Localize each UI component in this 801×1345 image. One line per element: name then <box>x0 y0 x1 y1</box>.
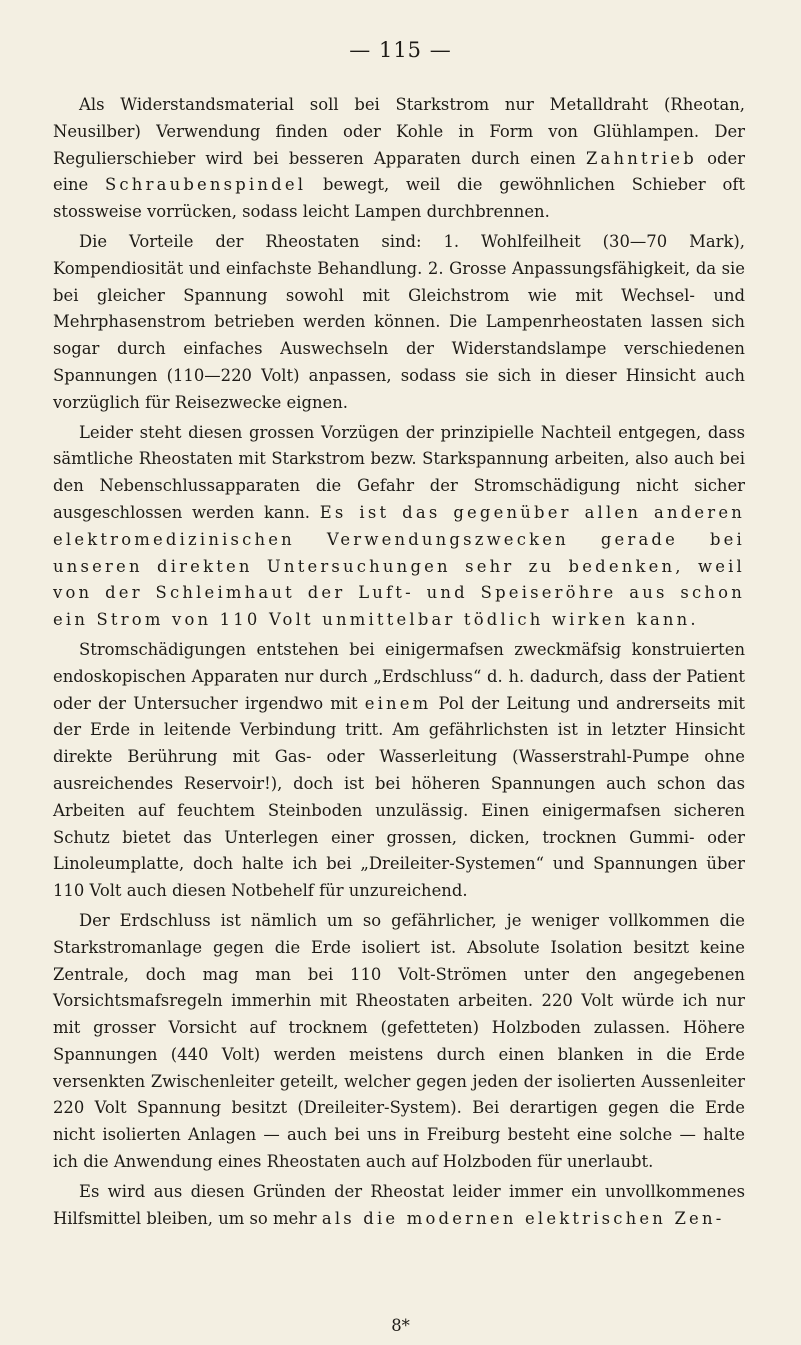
signature-mark: 8* <box>391 1316 410 1335</box>
spaced-text-run: Schraubenspindel <box>105 175 307 195</box>
spaced-text-run: Zahntrieb <box>585 148 697 168</box>
text-run: Die Vorteile der Rheostaten sind: 1. Wohlfeilheit (30—70 Mark), Kompendiosität und einfachste Behandlung. 2. Grosse Anpassungsfähigkeit, da sie bei gleicher Spannung sowohl mit Gleichstrom wie mit Wechsel- und Mehrphasenstrom betrieben werden können. Die Lampenrheostaten lassen sich sogar durch einfaches Auswechseln der Widerstandslampe verschiedenen Spannungen (110—220 Volt) anpassen, sodass sie sich in dieser Hinsicht auch vorzüglich für Reisezwecke eignen. <box>53 231 745 412</box>
paragraph-vorteile <box>53 229 745 417</box>
page-number: — 115 — <box>349 38 452 62</box>
spaced-text-run: als die modernen elektrischen Zen- <box>321 1208 725 1228</box>
text-run: Leider steht diesen grossen Vorzügen der prinzipielle Nachteil entgegen, dass sämtliche Rheostaten mit Starkstrom bezw. Starkspannung arbeiten, also auch bei den Nebenschlussapparaten die Gefahr der Stromschädigung nicht sicher ausgeschlossen werden kann. <box>53 422 745 522</box>
text-run: bewegt, weil die gewöhnlichen Schieber oft stossweise vorrücken, sodass leicht Lampen durchbrennen. <box>53 175 745 222</box>
text-run: Es wird aus diesen Gründen der Rheostat leider immer ein unvollkommenes Hilfsmittel bleiben, um so mehr <box>53 1181 745 1228</box>
paragraph-nachteil <box>53 420 745 634</box>
text-run: Stromschädigungen entstehen bei einigermafsen zweckmäfsig konstruierten endoskopischen Apparaten nur durch „Erdschluss“ d. h. dadurch, dass der Patient oder der Untersucher irgendwo mit <box>53 639 745 713</box>
spaced-text-run: einem <box>364 693 432 713</box>
paragraph-widerstandsmaterial <box>53 92 745 226</box>
text-run: Pol der Leitung und andrerseits mit der Erde in leitende Verbindung tritt. Am gefährlichsten ist in letzter Hinsicht direkte Berührung mit Gas- oder Wasserleitung (Wasserstrahl-Pumpe ohne ausreichendes Reservoir!), doch ist bei höheren Spannungen auch schon das Arbeiten auf feuchtem Steinboden unzulässig. Einen einigermafsen sicheren Schutz bietet das Unterlegen einer grossen, dicken, trocknen Gummi- oder Linoleumplatte, doch halte ich bei „Dreileiter-Systemen“ und Spannungen über 110 Volt auch diesen Notbehelf für unzureichend. <box>53 693 745 901</box>
paragraph-stromschaedigungen <box>53 637 745 905</box>
text-run: oder eine <box>53 148 745 195</box>
text-run: Als Widerstandsmaterial soll bei Starkstrom nur Metalldraht (Rheotan, Neusilber) Verwendung finden oder Kohle in Form von Glühlampen. Der Regulierschieber wird bei besseren Apparaten durch einen <box>53 95 745 168</box>
text-run: Der Erdschluss ist nämlich um so gefährlicher, je weniger vollkommen die Starkstromanlage gegen die Erde isoliert ist. Absolute Isolation besitzt keine Zentrale, doch mag man bei 110 Volt-Strömen unter den angegebenen Vorsichtsmafsregeln immerhin mit Rheostaten arbeiten. 220 Volt würde ich nur mit grosser Vorsicht auf trocknem (gefetteten) Holzboden zulassen. Höhere Spannungen (440 Volt) werden meistens durch einen blanken in die Erde versenkten Zwischenleiter geteilt, welcher gegen jeden der isolierten Aussenleiter 220 Volt Spannung besitzt (Dreileiter-System). Bei derartigen gegen die Erde nicht isolierten Anlagen — auch bei uns in Freiburg besteht eine solche — halte ich die Anwendung eines Rheostaten auch auf Holzboden für unerlaubt. <box>53 910 745 1172</box>
paragraph-hilfsmittel <box>53 1179 745 1233</box>
spaced-text-run: Es ist das gegenüber allen anderen elektromedizinischen Verwendungszwecken gerade bei unseren direkten Untersuchungen sehr zu bedenken, weil von der Schleimhaut der Luft- und Speiseröhre aus schon ein Strom von 110 Volt unmittelbar tödlich wirken kann. <box>53 502 745 630</box>
paragraph-erdschluss <box>53 908 745 1176</box>
body-text <box>53 92 745 1232</box>
